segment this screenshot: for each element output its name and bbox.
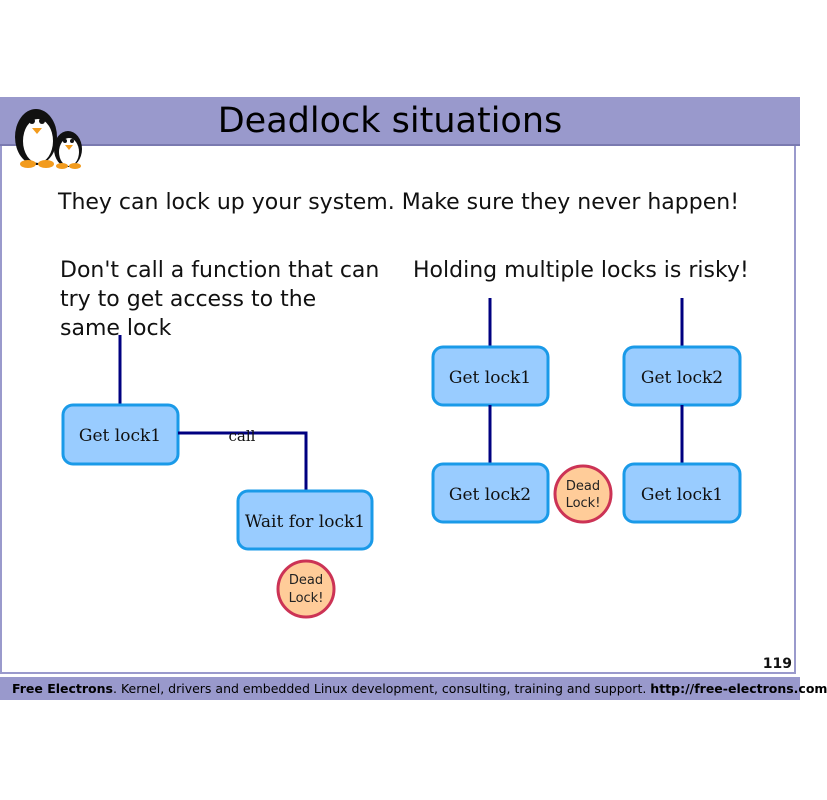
deadlock-diagram [0, 97, 800, 677]
footer-bar [0, 677, 827, 700]
page-number: 119 [762, 656, 792, 672]
right-dead-lock-line2: Lock! [565, 496, 601, 511]
right-column-heading: Holding multiple locks is risky! [413, 258, 749, 283]
footer-text [12, 681, 827, 696]
slide-title: Deadlock situations [217, 101, 563, 141]
right-a-box-get-lock1-label: Get lock1 [448, 368, 532, 388]
right-dead-lock-line1: Dead [565, 479, 601, 494]
right-b-box-get-lock2-label: Get lock2 [640, 368, 724, 388]
footer-url-link[interactable]: http://free-electrons.com [650, 681, 827, 696]
left-dead-lock-line2: Lock! [288, 591, 324, 606]
left-dead-lock-badge [278, 561, 334, 617]
slide-subtitle: They can lock up your system. Make sure they never happen! [58, 190, 740, 215]
right-dead-lock-badge [555, 466, 611, 522]
left-call-label: call [228, 427, 256, 445]
footer-description: . Kernel, drivers and embedded Linux development, consulting, training and support. [113, 681, 651, 696]
right-a-box-get-lock2-label: Get lock2 [448, 485, 532, 505]
left-box-wait-for-lock1-label: Wait for lock1 [244, 512, 366, 532]
left-dead-lock-line1: Dead [288, 573, 324, 588]
left-column-heading: Don't call a function that can try to get access to the same lock [60, 258, 380, 341]
right-b-box-get-lock1-label: Get lock1 [640, 485, 724, 505]
left-box-get-lock1-label: Get lock1 [78, 426, 162, 446]
footer-brand: Free Electrons [12, 681, 113, 696]
slide [0, 97, 827, 702]
